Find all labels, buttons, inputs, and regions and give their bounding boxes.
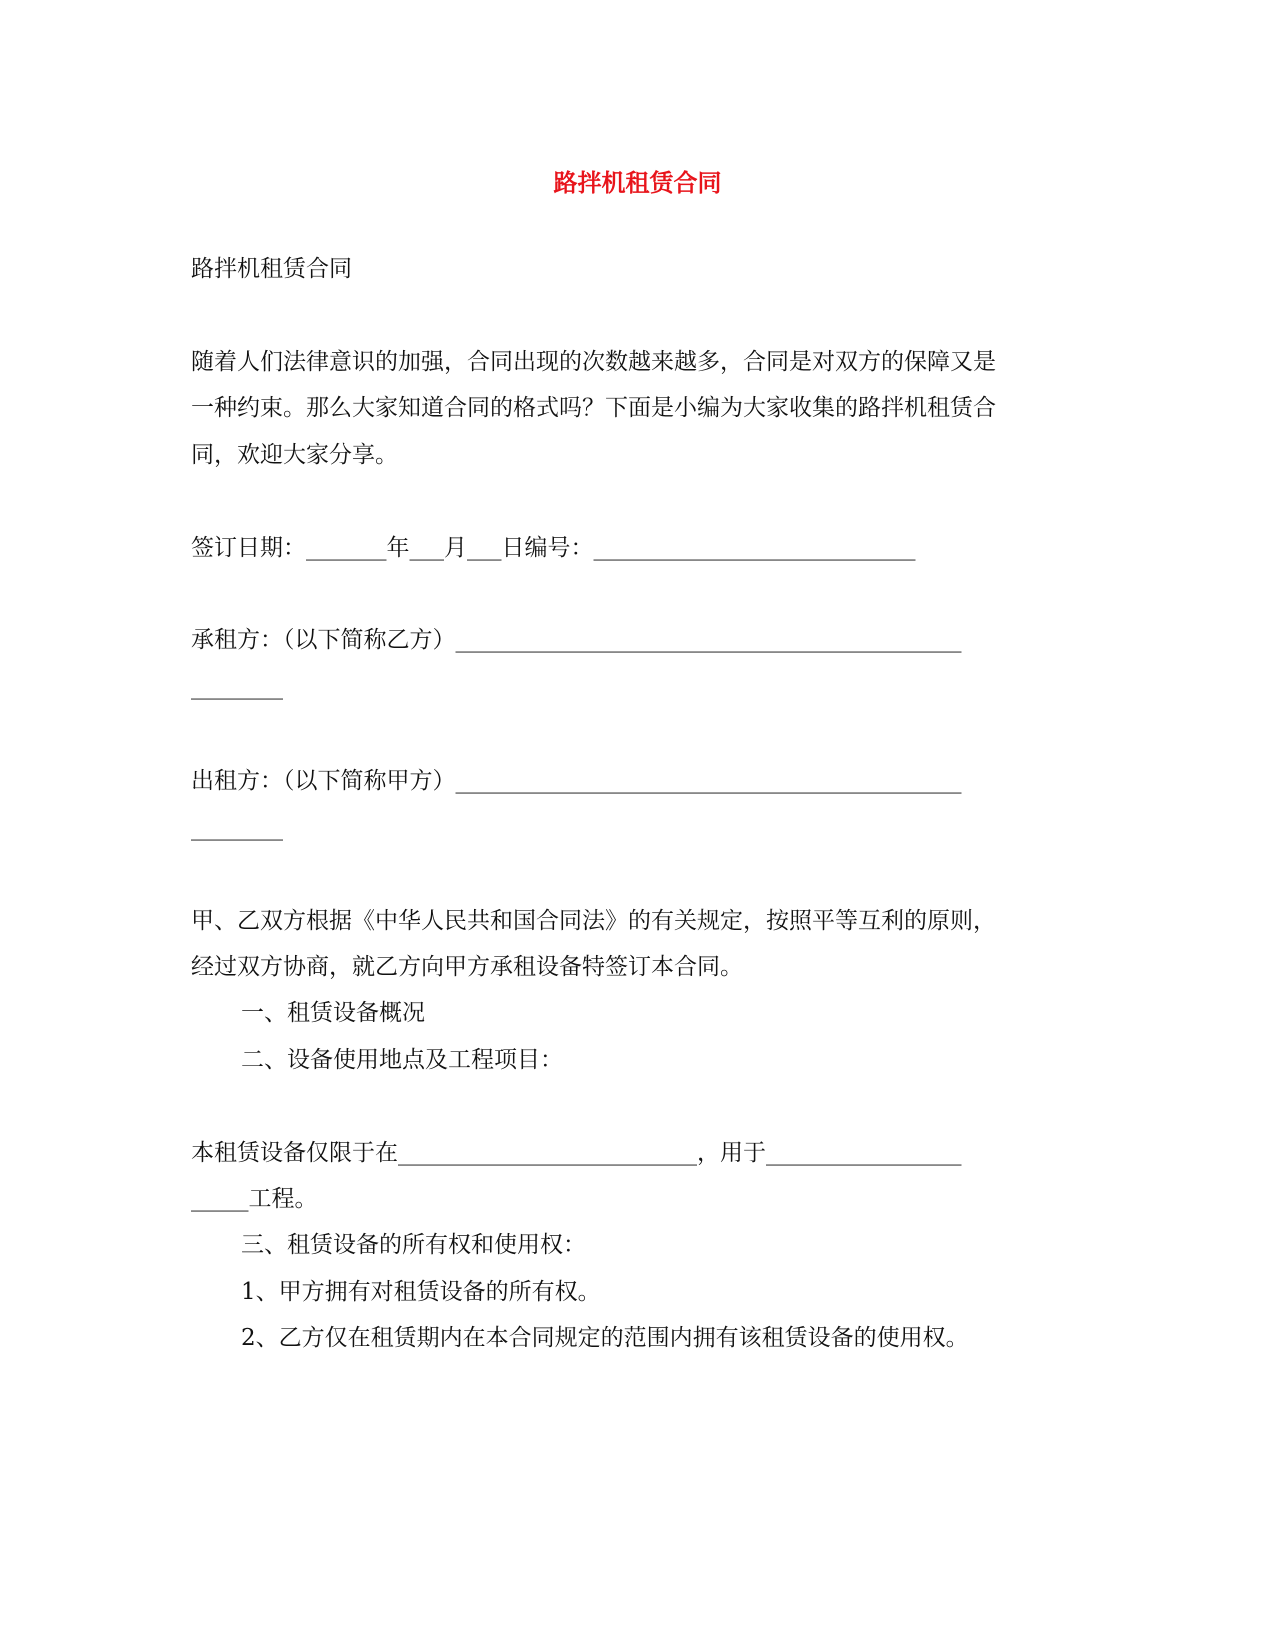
sign-date-line: 签订日期：_______年___月___日编号：____________________________ <box>191 535 916 561</box>
intro-line-1: 随着人们法律意识的加强，合同出现的次数越来越多，合同是对双方的保障又是 <box>191 349 996 375</box>
intro-line-3: 同，欢迎大家分享。 <box>191 442 398 468</box>
section-2-heading: 二、设备使用地点及工程项目： <box>241 1047 563 1073</box>
lessee-line-continued: ________ <box>191 674 283 700</box>
document-title: 路拌机租赁合同 <box>553 168 722 197</box>
location-line-1: 本租赁设备仅限于在__________________________，用于_________________ <box>191 1140 962 1166</box>
basis-line-1: 甲、乙双方根据《中华人民共和国合同法》的有关规定，按照平等互利的原则， <box>191 908 996 934</box>
intro-line-2: 一种约束。那么大家知道合同的格式吗？下面是小编为大家收集的路拌机租赁合 <box>191 395 996 421</box>
lessor-line: 出租方：（以下简称甲方）____________________________________________ <box>191 768 962 794</box>
lessee-line: 承租方：（以下简称乙方）____________________________________________ <box>191 627 962 653</box>
item-2: 2、乙方仅在租赁期内在本合同规定的范围内拥有该租赁设备的使用权。 <box>241 1325 969 1351</box>
location-line-2: _____工程。 <box>191 1186 318 1212</box>
section-1-heading: 一、租赁设备概况 <box>241 1000 425 1026</box>
document-subtitle: 路拌机租赁合同 <box>191 256 352 282</box>
item-1: 1、甲方拥有对租赁设备的所有权。 <box>241 1279 601 1305</box>
lessor-line-continued: ________ <box>191 815 283 841</box>
section-3-heading: 三、租赁设备的所有权和使用权： <box>241 1232 586 1258</box>
basis-line-2: 经过双方协商，就乙方向甲方承租设备特签订本合同。 <box>191 954 743 980</box>
